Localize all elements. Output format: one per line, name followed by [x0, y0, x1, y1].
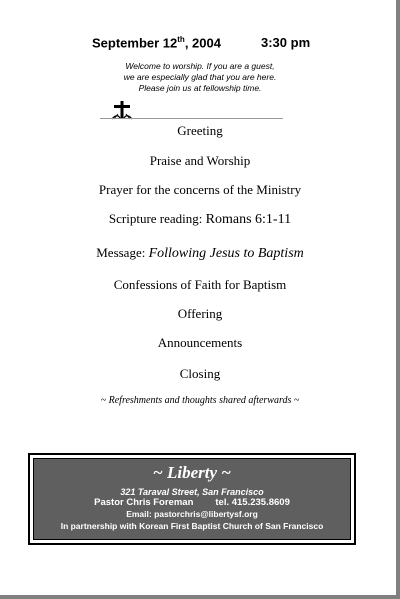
date-suffix: th: [177, 35, 185, 44]
welcome-line-3: Please join us at fellowship time.: [138, 83, 262, 93]
date-main: September 12: [92, 35, 178, 51]
welcome-message: [80, 61, 320, 94]
welcome-line-1: Welcome to worship. If you are a guest,: [125, 61, 275, 71]
message-label: Message:: [96, 245, 149, 260]
partnership-note: In partnership with Korean First Baptist Church of San Francisco: [60, 521, 324, 531]
page-bottom-edge: [0, 595, 400, 599]
church-name: ~ Liberty ~: [153, 463, 231, 482]
order-offering: Offering: [177, 306, 223, 321]
service-date: [92, 35, 221, 50]
pastor-email: Email: pastorchris@libertysf.org: [126, 509, 258, 519]
pastor-phone: tel. 415.235.8609: [215, 497, 290, 508]
order-scripture: [0, 211, 400, 228]
order-closing: Closing: [179, 366, 221, 381]
pastor-name: Pastor Chris Foreman: [94, 497, 194, 508]
welcome-line-2: we are especially glad that you are here.: [123, 72, 277, 82]
order-confessions: Confessions of Faith for Baptism: [113, 277, 287, 292]
scripture-reference: Romans 6:1-11: [205, 212, 292, 227]
date-year: , 2004: [184, 35, 221, 51]
order-greeting: Greeting: [177, 123, 223, 138]
refreshments-note: ~ Refreshments and thoughts shared afterwards ~: [100, 395, 300, 406]
pastor-contact: [28, 497, 356, 508]
service-time: 3:30 pm: [261, 35, 311, 50]
scripture-label: Scripture reading:: [108, 211, 206, 226]
order-announcements: Announcements: [157, 335, 243, 350]
church-address: 321 Taraval Street, San Francisco: [120, 487, 264, 497]
page-right-edge: [396, 0, 400, 599]
order-message: [0, 245, 400, 262]
header-divider: [100, 118, 283, 119]
order-prayer: Prayer for the concerns of the Ministry: [98, 182, 302, 197]
message-title: Following Jesus to Baptism: [148, 246, 304, 261]
order-praise: Praise and Worship: [149, 153, 251, 168]
